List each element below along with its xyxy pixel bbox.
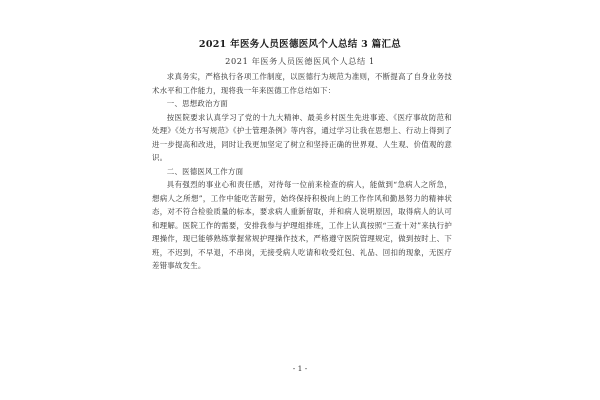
paragraph-intro: 求真务实，严格执行各项工作制度，以医德行为规范为准则，不断提高了自身业务技术水平和工作能力，现将我一年来医德工作总结如下：	[152, 72, 452, 95]
paragraph-political: 按医院要求认真学习了党的十九大精神、最美乡村医生先进事迹、《医疗事故防范和处理》《处方书写规范》《护士管理条例》等内容，通过学习让我在思想上、行动上得到了进一步提高和改进，同时让我更加坚定了树立和坚持正确的世界观、人生观、价值观的意识。	[152, 112, 452, 162]
page-number: - 1 -	[292, 364, 308, 373]
document-title: 2021 年医务人员医德医风个人总结 3 篇汇总	[198, 39, 402, 50]
paragraph-ethics: 具有强烈的事业心和责任感，对待每一位前来检查的病人，能做到“急病人之所急，想病人之所想”，工作中能吃苦耐劳，始终保持积极向上的工作作风和勤恳努力的精神状态，对不符合检验质量的标本，要求病人重新留取，并和病人说明原因，取得病人的认可和理解。医院工作的需要，安排我参与护理组排班，工作上认真按照“三查十对”来执行护理操作，现已能够熟练掌握常规护理操作技术，严格遵守医院管理规定，做到按时上、下班，不迟到，不早退，不串岗，无接受病人吃请和收受红包、礼品、回扣的现象，无医疗差错事故发生。	[152, 180, 452, 270]
document-body	[152, 70, 452, 273]
section-heading-political: 一、思想政治方面	[166, 99, 228, 108]
document-subtitle: 2021 年医务人员医德医风个人总结 1	[225, 56, 375, 66]
section-heading-ethics: 二、医德医风工作方面	[166, 166, 244, 176]
